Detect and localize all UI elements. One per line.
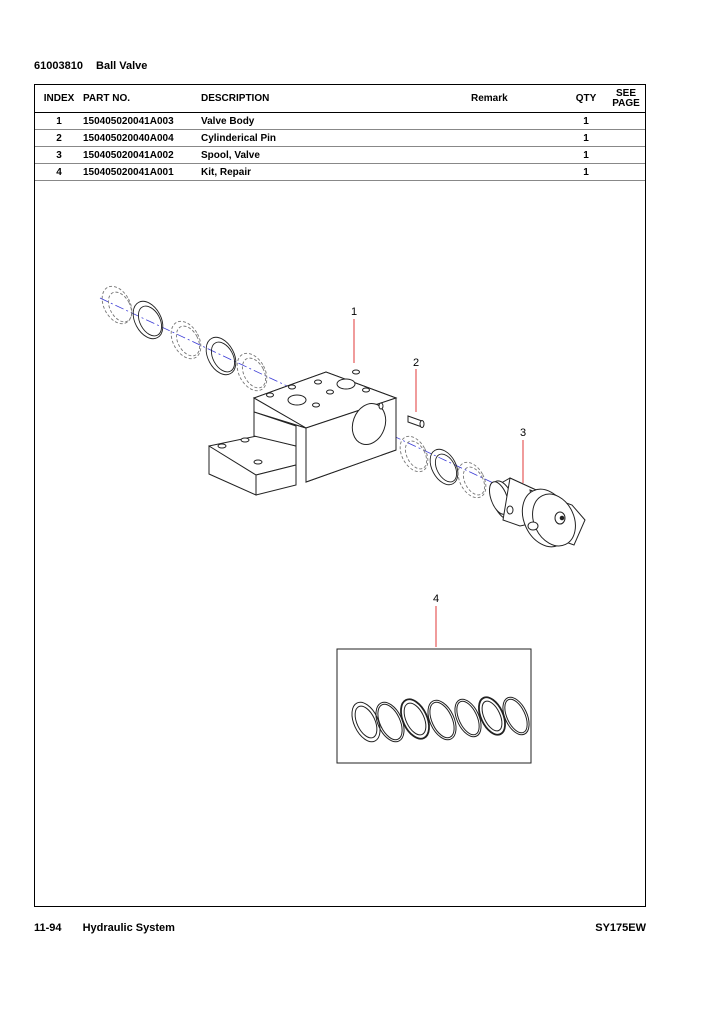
col-partno-header: PART NO. xyxy=(83,85,201,113)
col-qty-header: QTY xyxy=(565,85,607,113)
row-qty: 1 xyxy=(565,147,607,164)
assembly-code: 61003810 xyxy=(34,60,83,72)
row-index: 2 xyxy=(35,130,83,147)
row-partno: 150405020041A003 xyxy=(83,113,201,130)
page-number: 11-94 xyxy=(34,922,62,934)
repair-kit-seals xyxy=(346,693,534,746)
spool-valve-drawing xyxy=(486,478,585,555)
row-partno: 150405020041A001 xyxy=(83,164,201,181)
row-description: Cylinderical Pin xyxy=(201,130,471,147)
repair-kit-box xyxy=(337,649,531,763)
row-index: 1 xyxy=(35,113,83,130)
right-seal-rings xyxy=(394,432,491,503)
row-partno: 150405020040A004 xyxy=(83,130,201,147)
assembly-name: Ball Valve xyxy=(96,60,148,72)
section-name: Hydraulic System xyxy=(82,922,175,934)
row-index: 3 xyxy=(35,147,83,164)
left-seal-rings xyxy=(96,281,273,396)
valve-body-drawing xyxy=(209,370,396,495)
row-qty: 1 xyxy=(565,164,607,181)
row-qty: 1 xyxy=(565,113,607,130)
col-description-header: DESCRIPTION xyxy=(201,85,471,113)
row-description: Kit, Repair xyxy=(201,164,471,181)
callout-1: 1 xyxy=(350,306,358,318)
row-qty: 1 xyxy=(565,130,607,147)
col-remark-header: Remark xyxy=(471,85,565,113)
row-description: Spool, Valve xyxy=(201,147,471,164)
page-footer-left xyxy=(34,922,175,934)
callout-2: 2 xyxy=(412,357,420,369)
row-partno: 150405020041A002 xyxy=(83,147,201,164)
row-description: Valve Body xyxy=(201,113,471,130)
seepage-line-1: SEE xyxy=(615,87,636,99)
callout-3: 3 xyxy=(519,427,527,439)
seepage-line-2: PAGE xyxy=(612,97,640,109)
callout-4: 4 xyxy=(432,593,440,605)
model-name: SY175EW xyxy=(595,922,646,934)
row-index: 4 xyxy=(35,164,83,181)
cylindrical-pin-drawing xyxy=(408,416,424,428)
col-index-header: INDEX xyxy=(35,85,83,113)
